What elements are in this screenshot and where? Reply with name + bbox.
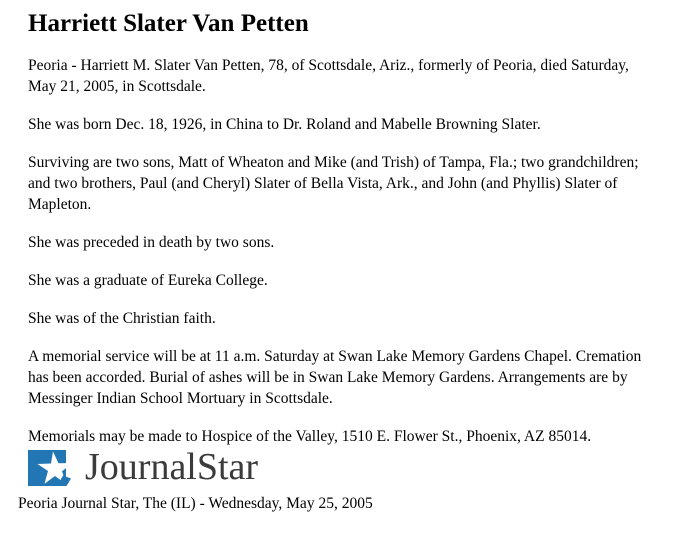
obituary-paragraph: A memorial service will be at 11 a.m. Saturday at Swan Lake Memory Gardens Chapel. Cremation has been accorded. Burial of ashes will be in Swan Lake Memory Gardens. Arrangements are by Messinger Indian School Mortuary in Scottsdale. [28, 347, 642, 407]
obituary-paragraph: She was a graduate of Eureka College. [28, 271, 268, 289]
obituary-paragraph: She was born Dec. 18, 1926, in China to Dr. Roland and Mabelle Browning Slater. [28, 115, 541, 133]
obituary-paragraph: Peoria - Harriett M. Slater Van Petten, 78, of Scottsdale, Ariz., formerly of Peoria, died Saturday, May 21, 2005, in Scottsdale. [28, 56, 629, 95]
journal-star-logo [28, 445, 658, 488]
page-title: Harriett Slater Van Petten [28, 10, 309, 37]
obituary-paragraph: Memorials may be made to Hospice of the Valley, 1510 E. Flower St., Phoenix, AZ 85014. [28, 427, 592, 445]
obituary-paragraph: Surviving are two sons, Matt of Wheaton and Mike (and Trish) of Tampa, Fla.; two grandchildren; and two brothers, Paul (and Cheryl) Slater of Bella Vista, Ark., and John (and Phyllis) Slater of Mapleton. [28, 153, 639, 213]
obituary-article [18, 9, 658, 447]
star-in-square-icon [28, 450, 78, 486]
journal-star-wordmark: JournalStar [85, 445, 259, 488]
obituary-paragraph: She was preceded in death by two sons. [28, 233, 275, 251]
attribution-line: Peoria Journal Star, The (IL) - Wednesday, May 25, 2005 [18, 494, 373, 512]
obituary-paragraph: She was of the Christian faith. [28, 309, 216, 327]
source-footer [18, 445, 658, 514]
